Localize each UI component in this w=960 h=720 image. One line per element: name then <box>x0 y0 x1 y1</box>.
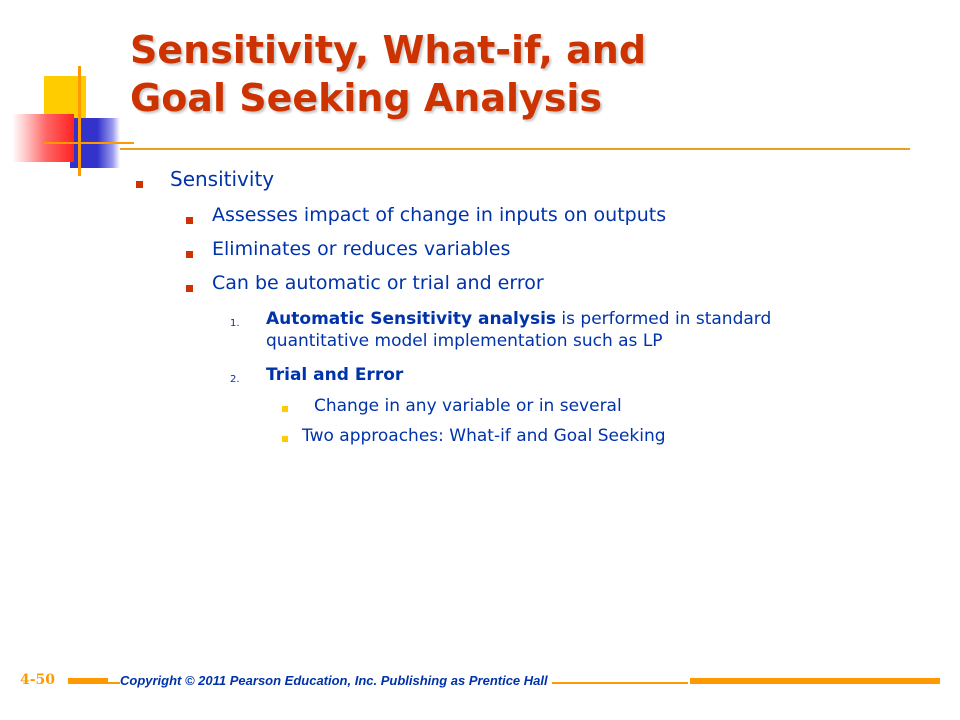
title-underline <box>120 148 910 150</box>
bullet-automatic-or-trial: Can be automatic or trial and error <box>212 272 544 294</box>
numbered-item-trial-and-error <box>266 364 403 386</box>
bullet-change-in-variable: Change in any variable or in several <box>314 396 622 416</box>
bullet-marker <box>282 406 288 412</box>
bullet-marker <box>186 251 193 258</box>
bullet-marker <box>136 181 143 188</box>
bullet-eliminates-variables: Eliminates or reduces variables <box>212 238 511 260</box>
slide-title <box>130 26 646 122</box>
bullet-marker <box>186 285 193 292</box>
numbered-item-1-bold: Automatic Sensitivity analysis <box>266 309 557 329</box>
bullet-marker <box>282 436 288 442</box>
bullet-marker <box>186 217 193 224</box>
numbered-marker-2: 2. <box>230 374 240 385</box>
logo-red-square <box>12 114 74 162</box>
bullet-assesses-impact: Assesses impact of change in inputs on outputs <box>212 204 667 226</box>
footer-bar-left <box>68 678 108 684</box>
numbered-item-automatic-sensitivity <box>266 308 906 352</box>
bullet-two-approaches: Two approaches: What-if and Goal Seeking <box>302 426 666 446</box>
logo-horizontal-line <box>44 142 134 144</box>
slide-title-line2: Goal Seeking Analysis <box>130 76 603 120</box>
logo-vertical-line <box>78 66 81 176</box>
bullet-sensitivity: Sensitivity <box>170 167 275 191</box>
footer-bar-right <box>690 678 940 684</box>
numbered-item-1-text-a: is performed in standard <box>556 309 772 329</box>
numbered-item-2-bold: Trial and Error <box>266 365 404 385</box>
numbered-marker-1: 1. <box>230 318 240 329</box>
numbered-item-1-text-b: quantitative model implementation such as LP <box>266 331 663 351</box>
slide-title-line1: Sensitivity, What-if, and <box>130 28 647 72</box>
slide-logo-graphic <box>0 60 140 180</box>
slide-number: 4-50 <box>20 672 56 688</box>
footer-copyright: Copyright © 2011 Pearson Education, Inc. Publishing as Prentice Hall <box>120 673 552 688</box>
